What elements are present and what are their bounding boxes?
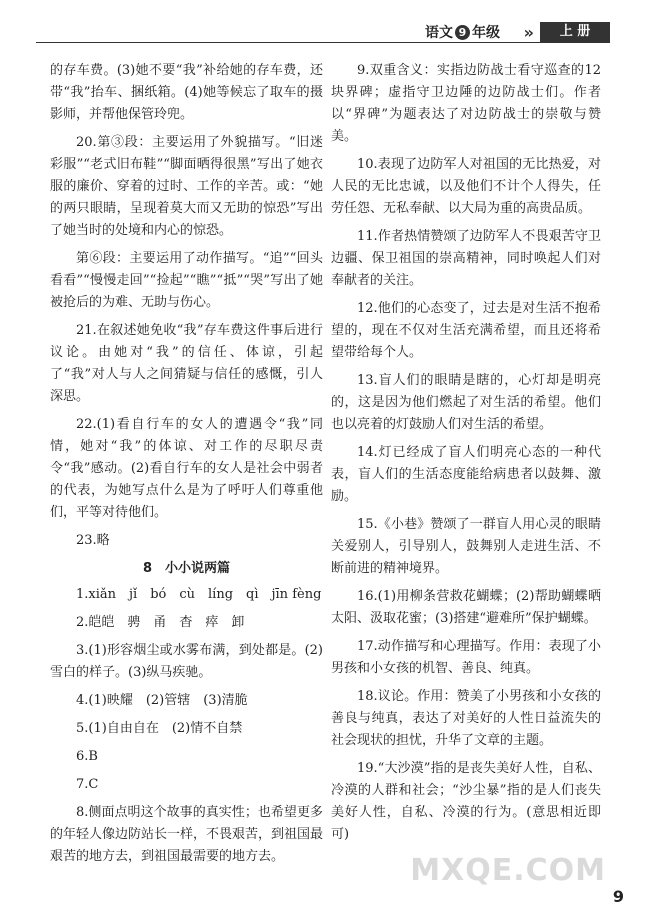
answer-paragraph: 23.略 [76,533,110,548]
section-title: 8 小小说两篇 [142,561,231,576]
answer-paragraph: 第⑥段：主要运用了动作描写。“追”“回头看看”“慢慢走回”“捡起”“瞧”“抵”“哭”写出了她被抢后的为难、无助与伤心。 [50,251,323,310]
watermark-logo: MXQE.COM [410,853,606,888]
answer-paragraph: 的存车费。(3)她不要“我”补给她的存车费，还带“我”抬车、捆纸箱。(4)她等候忘了取车的摄影师，并帮他保管玲兜。 [50,63,323,122]
answer-paragraph: 18.议论。作用：赞美了小男孩和小女孩的善良与纯真，表达了对美好的人性日益流失的社会现状的担忧，升华了文章的主题。 [331,689,601,748]
answer-paragraph: 7.C [76,777,99,792]
answer-paragraph: 22.(1)看自行车的女人的遭遇令“我”同情，她对“我”的体谅、对工作的尽职尽责令“我”感动。(2)看自行车的女人是社会中弱者的代表，为她写点什么是为了呼吁人们尊重他们，平等对待他们。 [50,417,323,520]
answer-paragraph: 5.(1)自由自在 (2)情不自禁 [76,721,243,736]
grade-suffix: 年级 [472,25,500,41]
page-header [36,22,610,44]
answer-paragraph: 13.盲人们的眼睛是瞎的，心灯却是明亮的，这是因为他们燃起了对生活的希望。他们也以亮着的灯鼓励人们对生活的希望。 [331,373,601,432]
answer-paragraph: 12.他们的心态变了，过去是对生活不抱希望的，现在不仅对生活充满希望，而且还将希望带给每个人。 [331,301,601,360]
answer-paragraph: 4.(1)映耀 (2)管辖 (3)清脆 [76,693,248,708]
volume-tab: 上 册 [540,22,610,42]
answer-paragraph: 8.侧面点明这个故事的真实性；也希望更多的年轻人像边防站长一样，不畏艰苦，到祖国最艰苦的地方去，到祖国最需要的地方去。 [50,805,324,864]
double-chevron-icon: » [523,23,534,42]
answer-paragraph: 6.B [76,749,98,764]
answer-paragraph: 11.作者热情赞颂了边防军人不畏艰苦守卫边疆、保卫祖国的崇高精神，同时唤起人们对奉献者的关注。 [331,229,601,288]
answer-paragraph: 16.(1)用柳条营救花蝴蝶；(2)帮助蝴蝶晒太阳、汲取花蜜；(3)搭建“避难所”保护蝴蝶。 [331,589,601,626]
answer-paragraph: 14.灯已经成了盲人们明亮心态的一种代表，盲人们的生活态度能给病患者以鼓舞、激励。 [331,445,601,504]
right-column [331,60,601,852]
header-subject [425,22,500,42]
answer-paragraph: 2.皑皑 骋 甬 杳 瘁 卸 [76,615,245,630]
answer-paragraph: 17.动作描写和心理描写。作用：表现了小男孩和小女孩的机智、善良、纯真。 [331,639,601,676]
answer-paragraph: 3.(1)形容烟尘或水雾布满，到处都是。(2)雪白的样子。(3)纵马疾驰。 [50,643,323,680]
answer-paragraph: 9.双重含义：实指边防战士看守巡查的12块界碑；虚指守卫边陲的边防战士们。作者以“界碑”为题表达了对边防战士的崇敬与赞美。 [331,63,601,144]
subject-label: 语文 [425,25,453,41]
answer-paragraph: 21.在叙述她免收“我”存车费这件事后进行议论。由她对“我”的信任、体谅，引起了“我”对人与人之间猜疑与信任的感慨，引人深思。 [50,323,323,404]
answer-paragraph: 19.“大沙漠”指的是丧失美好人性，自私、冷漠的人群和社会；“沙尘暴”指的是人们丧失美好人性，自私、冷漠的行为。(意思相近即可) [331,761,601,842]
grade-number-badge: 9 [455,25,470,40]
answer-paragraph: 10.表现了边防军人对祖国的无比热爱，对人民的无比忠诚，以及他们不计个人得失，任劳任怨、无私奉献、以大局为重的高贵品质。 [331,157,601,216]
left-column [50,60,323,874]
page-number: 9 [612,887,624,906]
answer-paragraph: 15.《小巷》赞颂了一群盲人用心灵的眼睛关爱别人，引导别人，鼓舞别人走进生活、不断前进的精神境界。 [331,517,601,576]
answer-paragraph: 1.xiǎn jǐ bó cù líng qì jīn fèng [76,587,322,602]
header-rule [36,42,610,43]
answer-paragraph: 20.第③段：主要运用了外貌描写。“旧迷彩服”“老式旧布鞋”“脚面晒得很黑”写出了她衣服的廉价、穿着的过时、工作的辛苦。或：“她的两只眼睛，呈现着莫大而又无助的惊恐”写出了她当时的处境和内心的惊恐。 [50,135,323,238]
